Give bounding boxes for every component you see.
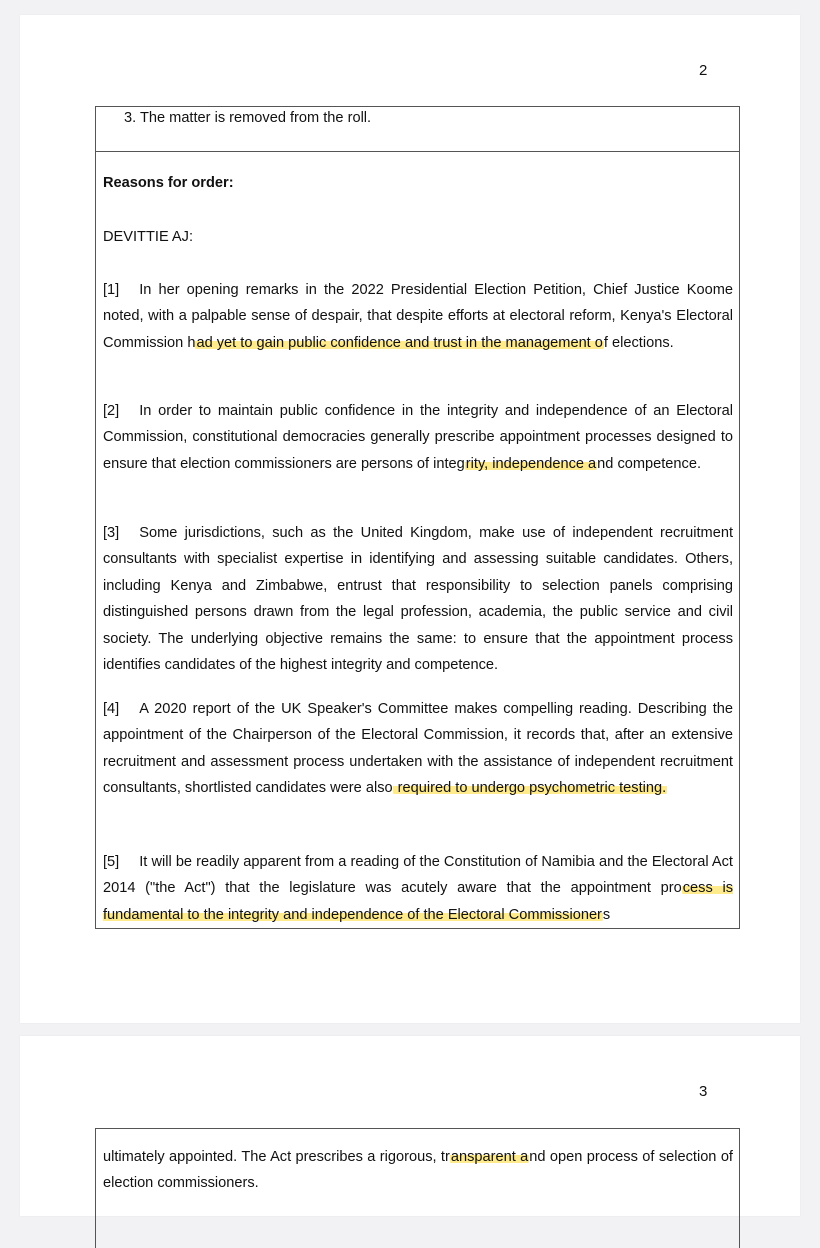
paragraph-text: It will be readily apparent from a reading of the Constitution of Namibia and the Electoral Act 2014 ("the Act") that the legislature was acutely aware that the appointment pro — [103, 854, 733, 897]
paragraph-3 — [103, 520, 733, 678]
paragraph-2 — [103, 398, 733, 477]
highlighted-text: rity, independence a — [465, 455, 597, 472]
reasons-heading: Reasons for order: — [103, 175, 234, 191]
paragraph-number: [2] — [103, 403, 120, 419]
paragraph-text: A 2020 report of the UK Speaker's Committee makes compelling reading. Describing the appointment of the Chairperson of the Electoral Commission, it records that, after an extensive recruitment and assessment process undertaken with the assistance of independent recruitment consultants, shortlisted candidates were also — [103, 701, 733, 797]
paragraph-text: In order to maintain public confidence in the integrity and independence of an Electoral Commission, constitutional democracies generally prescribe appointment processes designed to ensure that election commissioners are persons of integ — [103, 403, 733, 472]
paragraph-1 — [103, 277, 733, 356]
document-page-2 — [20, 15, 800, 1023]
page-number: 3 — [699, 1083, 708, 1100]
paragraph-text: nd competence. — [597, 455, 702, 472]
highlighted-text: ansparent a — [450, 1149, 529, 1165]
paragraph-number: [1] — [103, 282, 120, 298]
paragraph-text: ultimately appointed. The Act prescribes a rigorous, tr — [103, 1149, 450, 1165]
document-page-3 — [20, 1036, 800, 1216]
paragraph-continuation — [103, 1144, 733, 1197]
paragraph-text: f elections. — [603, 334, 674, 351]
paragraph-text: In her opening remarks in the 2022 Presidential Election Petition, Chief Justice Koome noted, with a palpable sense of despair, that despite efforts at electoral reform, Kenya's Electoral Commission h — [103, 282, 733, 351]
paragraph-number: [5] — [103, 854, 120, 870]
paragraph-4 — [103, 696, 733, 802]
highlighted-text: required to undergo psychometric testing. — [393, 780, 667, 797]
highlighted-text: cess is fundamental to the integrity and independence of the Electoral Commissioner — [103, 880, 733, 923]
highlighted-text: ad yet to gain public confidence and trust in the management o — [196, 334, 603, 351]
paragraph-text: nd open process of selection of election commissioners. — [103, 1149, 733, 1192]
table-row-divider — [96, 151, 739, 152]
paragraph-number: [4] — [103, 701, 120, 717]
judge-name: DEVITTIE AJ: — [103, 229, 194, 245]
paragraph-5 — [103, 849, 733, 928]
order-item-3: 3. The matter is removed from the roll. — [124, 110, 372, 126]
paragraph-text: s — [602, 906, 611, 923]
paragraph-number: [3] — [103, 525, 120, 541]
paragraph-text: Some jurisdictions, such as the United Kingdom, make use of independent recruitment consultants with specialist expertise in identifying and assessing suitable candidates. Others, including Kenya and Zimbabwe, entrust that responsibility to selection panels comprising distinguished persons drawn from the legal profession, academia, the public service and civil society. The underlying objective remains the same: to ensure that the appointment process identifies candidates of the highest integrity and competence. — [103, 525, 733, 674]
judgment-text-frame — [95, 1128, 740, 1248]
judgment-text-frame — [95, 106, 740, 929]
page-number: 2 — [699, 62, 708, 79]
